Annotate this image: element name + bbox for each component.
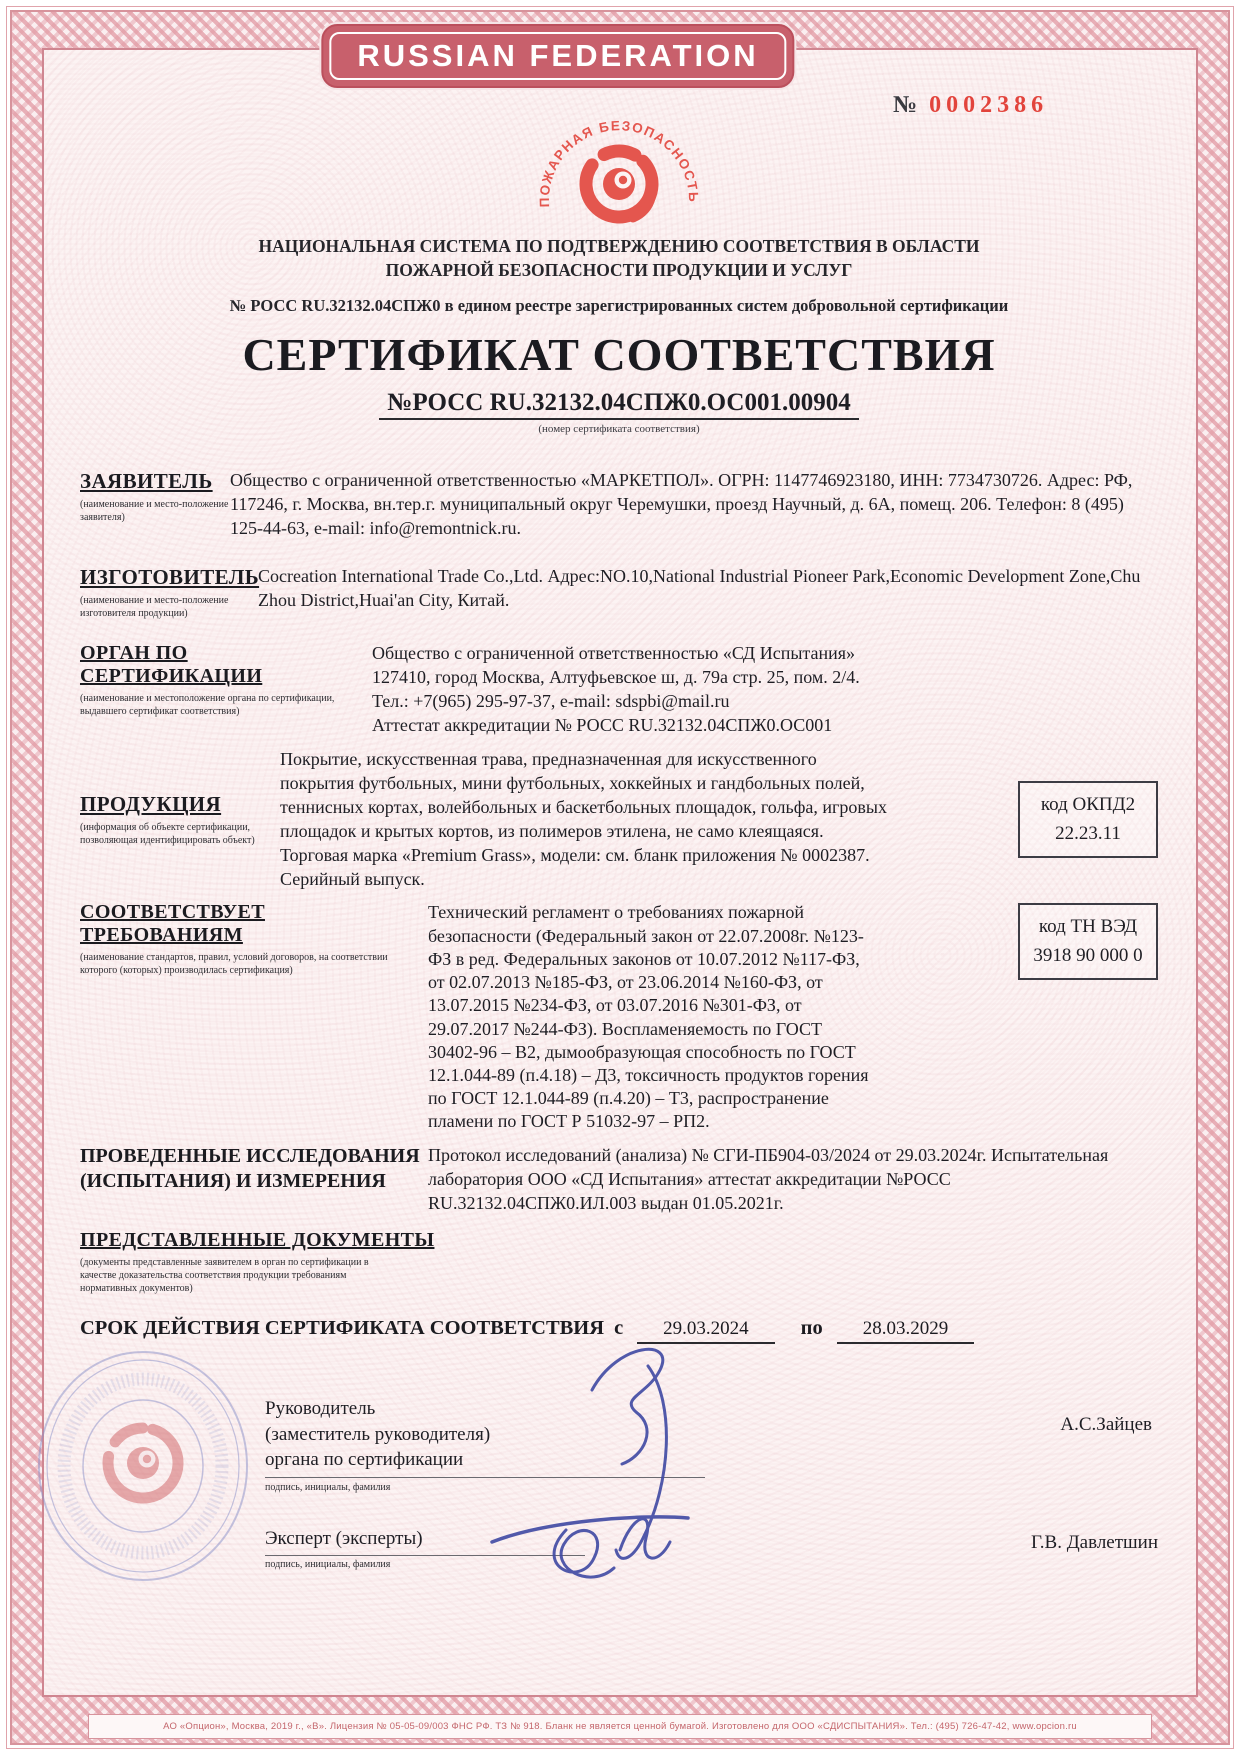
okpd-code-value: 22.23.11 <box>1055 822 1121 844</box>
tests-label-block <box>80 1144 428 1194</box>
section-certification-body <box>80 642 1158 738</box>
manufacturer-label-block <box>80 565 258 620</box>
requirements-label: СООТВЕТСТВУЕТ ТРЕБОВАНИЯМ <box>80 901 265 947</box>
blank-number <box>893 92 1048 119</box>
tests-text: Протокол исследований (анализа) № СГИ-ПБ904-03/2024 от 29.03.2024г. Испытательная лаборатория ООО «СД Испытания» аттестат аккредитации №РОСС RU.32132.04СПЖ0.ИЛ.003 выдан 01.05.2021г. <box>428 1144 1109 1213</box>
tnved-code-box <box>1018 903 1158 980</box>
logo-arc-text: ПОЖАРНАЯ БЕЗОПАСНОСТЬ <box>536 118 702 208</box>
applicant-label: ЗАЯВИТЕЛЬ <box>80 469 213 494</box>
certificate-number-caption: (номер сертификата соответствия) <box>538 423 700 436</box>
fire-safety-emblem-icon <box>501 102 737 230</box>
stamp-fire-emblem <box>94 1414 193 1513</box>
footer-strip <box>88 1714 1152 1739</box>
validity-label: СРОК ДЕЙСТВИЯ СЕРТИФИКАТА СООТВЕТСТВИЯ <box>80 1317 605 1340</box>
manufacturer-label: ИЗГОТОВИТЕЛЬ <box>80 565 260 590</box>
russian-federation-banner <box>321 24 794 88</box>
applicant-text: Общество с ограниченной ответственностью «МАРКЕТПОЛ». ОГРН: 1147746923180, ИНН: 7734730726. Адрес: РФ, 117246, г. Москва, вн.тер.г. муниципальный округ Черемушки, проезд Научный, д. 6А, помещ. 206. Телефон: 8 (495) 125-44-63, e-mail: info@remontnick.ru. <box>230 470 1133 539</box>
requirements-label-block <box>80 901 428 977</box>
product-label: ПРОДУКЦИЯ <box>80 792 222 817</box>
banner-inner-frame <box>329 32 786 80</box>
documents-label: ПРЕДСТАВЛЕННЫЕ ДОКУМЕНТЫ <box>80 1229 435 1252</box>
documents-label-block <box>80 1229 434 1295</box>
certification-body-text <box>372 642 1158 738</box>
blank-number-sign: № <box>893 92 918 118</box>
product-text: Покрытие, искусственная трава, предназначенная для искусственного покрытия футбольных, мини футбольных, хоккейных и гандбольных полей, теннисных кортах, волейбольных и баскетбольных площадок, гольфа, игровых площадок и крытых кортов, из полимеров этилена, не само клеящаяся. Торговая марка «Premium Grass», модели: см. бланк приложения № 0002387. Серийный выпуск. <box>280 748 887 889</box>
manufacturer-text: Cocreation International Trade Co.,Ltd. Адрес:NO.10,National Industrial Pioneer Park,Economic Development Zone,Chu Zhou District,Huai'an City, Китай. <box>258 566 1141 610</box>
section-tests <box>80 1144 1158 1216</box>
section-applicant <box>80 469 1158 541</box>
certification-body-line: Аттестат аккредитации № РОСС RU.32132.04СПЖ0.ОС001 <box>372 714 833 735</box>
tests-label-line1: ПРОВЕДЕННЫЕ ИССЛЕДОВАНИЯ <box>80 1144 420 1167</box>
certification-body-line: Общество с ограниченной ответственностью «СД Испытания» <box>372 643 856 664</box>
signature-block <box>80 1370 1158 1618</box>
okpd-code-box <box>1018 781 1158 858</box>
system-heading-line2: ПОЖАРНОЙ БЕЗОПАСНОСТИ ПРОДУКЦИИ И УСЛУГ <box>385 259 853 280</box>
certificate-content <box>80 102 1158 1685</box>
section-documents <box>80 1229 1158 1295</box>
head-role-line1: Руководитель <box>265 1398 376 1420</box>
expert-name: Г.В. Давлетшин <box>1030 1532 1158 1554</box>
requirements-sublabel: (наименование стандартов, правил, условий договоров, на соответствии которого (которых) производилась сертификация) <box>80 952 388 977</box>
certification-stamp <box>18 1336 268 1596</box>
certification-body-label-block <box>80 642 372 718</box>
head-role-line2: (заместитель руководителя) <box>265 1423 491 1445</box>
certification-body-line: Тел.: +7(965) 295-97-37, e-mail: sdspbi@mail.ru <box>372 690 730 711</box>
section-manufacturer <box>80 565 1158 620</box>
expert-signature-caption: подпись, инициалы, фамилия <box>265 1559 391 1571</box>
okpd-code-label: код ОКПД2 <box>1040 794 1136 816</box>
tnved-code-label: код ТН ВЭД <box>1038 916 1138 938</box>
handwritten-signatures <box>380 1324 810 1604</box>
fire-emblem-rings <box>572 137 665 230</box>
blank-number-value: 0002386 <box>929 92 1049 118</box>
head-name: А.С.Зайцев <box>1060 1414 1152 1436</box>
head-signature-caption: подпись, инициалы, фамилия <box>265 1481 391 1493</box>
certificate-title: СЕРТИФИКАТ СООТВЕТСТВИЯ <box>242 329 996 381</box>
registry-line: № РОСС RU.32132.04СПЖ0 в едином реестре зарегистрированных систем добровольной сертификации <box>229 296 1009 316</box>
expert-role: Эксперт (эксперты) <box>265 1528 423 1550</box>
fire-safety-logo-wrap <box>80 102 1158 235</box>
system-heading-line1: НАЦИОНАЛЬНАЯ СИСТЕМА ПО ПОДТВЕРЖДЕНИЮ СООТВЕТСТВИЯ В ОБЛАСТИ <box>258 236 980 256</box>
section-requirements <box>80 901 1158 1133</box>
certification-body-sublabel: (наименование и местоположение органа по сертификации, выдавшего сертификат соответствия) <box>80 693 335 718</box>
validity-to-date: 28.03.2029 <box>837 1318 975 1344</box>
validity-from-word: с <box>614 1317 624 1340</box>
banner-title: RUSSIAN FEDERATION <box>357 38 759 73</box>
certificate-number: №РОСС RU.32132.04СПЖ0.ОС001.00904 <box>379 389 859 420</box>
validity-from-date: 29.03.2024 <box>637 1318 775 1344</box>
certification-body-label: ОРГАН ПО СЕРТИФИКАЦИИ <box>80 642 263 688</box>
footer-fine-print: АО «Опцион», Москва, 2019 г., «В». Лицензия № 05-05-09/003 ФНС РФ. ТЗ № 918. Бланк не является ценной бумагой. Изготовлено для ООО «СДИСПЫТАНИЯ». Тел.: (495) 726-47-42, www.opcion.ru <box>163 1721 1077 1732</box>
certification-body-line: 127410, город Москва, Алтуфьевское ш, д. 79а стр. 25, пом. 2/4. <box>372 667 860 687</box>
certificate-number-wrap <box>80 389 1158 420</box>
applicant-sublabel: (наименование и место-положение заявителя) <box>80 499 229 524</box>
section-product <box>80 748 1158 892</box>
head-role-line3: органа по сертификации <box>265 1448 464 1470</box>
tests-label-line2: (ИСПЫТАНИЯ) И ИЗМЕРЕНИЯ <box>80 1169 386 1192</box>
product-sublabel: (информация об объекте сертификации, позволяющая идентифицировать объект) <box>80 822 255 847</box>
product-label-block <box>80 792 280 847</box>
validity-to-word: по <box>800 1317 823 1340</box>
documents-sublabel: (документы представленные заявителем в орган по сертификации в качестве доказательства соответствия продукции требованиям нормативных документов) <box>80 1257 369 1295</box>
requirements-text: Технический регламент о требованиях пожарной безопасности (Федеральный закон от 22.07.2008г. №123-ФЗ в ред. Федеральных законов от 10.07.2012 №117-ФЗ, от 02.07.2013 №185-ФЗ, от 23.06.2014 №160-ФЗ, от 13.07.2015 №234-ФЗ, от 03.07.2016 №301-ФЗ, от 29.07.2017 №244-ФЗ). Воспламеняемость по ГОСТ 30402-96 – В2, дымообразующая способность по ГОСТ 12.1.044-89 (п.4.18) – Д3, токсичность продуктов горения по ГОСТ 12.1.044-89 (п.4.20) – Т3, распространение пламени по ГОСТ Р 51032-97 – РП2. <box>428 902 869 1132</box>
tnved-code-value: 3918 90 000 0 <box>1033 944 1143 966</box>
manufacturer-sublabel: (наименование и место-положение изготовителя продукции) <box>80 595 229 620</box>
applicant-label-block <box>80 469 230 524</box>
